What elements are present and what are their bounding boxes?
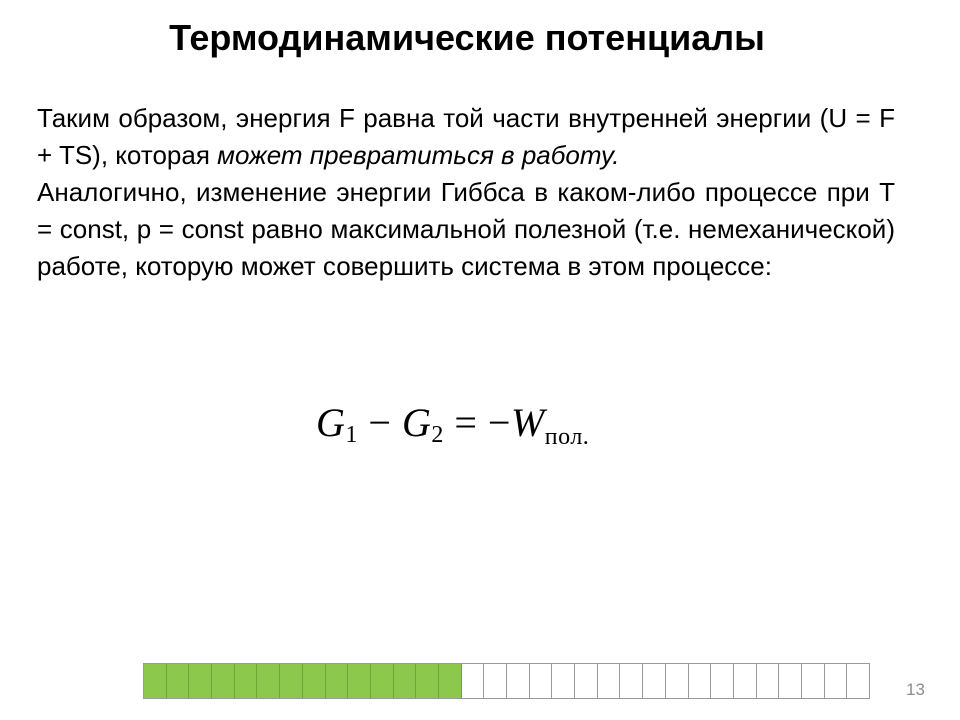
slide-progress-bar	[143, 663, 870, 699]
progress-segment-filled	[257, 664, 280, 698]
formula-g1-sub: 1	[345, 422, 358, 448]
progress-segment-empty	[825, 664, 848, 698]
progress-segment-filled	[371, 664, 394, 698]
formula-w: W	[510, 400, 545, 445]
progress-segment-filled	[416, 664, 439, 698]
progress-segment-empty	[575, 664, 598, 698]
progress-segment-empty	[507, 664, 530, 698]
progress-segment-empty	[666, 664, 689, 698]
formula-minus: −	[357, 400, 402, 445]
progress-segment-empty	[734, 664, 757, 698]
progress-segment-empty	[598, 664, 621, 698]
formula-g2: G	[401, 400, 432, 445]
progress-segment-filled	[189, 664, 212, 698]
progress-segment-filled	[348, 664, 371, 698]
progress-segment-empty	[620, 664, 643, 698]
progress-segment-empty	[643, 664, 666, 698]
progress-segment-filled	[280, 664, 303, 698]
progress-segment-filled	[167, 664, 190, 698]
slide-body	[37, 100, 895, 285]
formula-g1: G	[316, 400, 346, 445]
progress-segment-empty	[530, 664, 553, 698]
progress-segment-empty	[757, 664, 780, 698]
progress-segment-filled	[212, 664, 235, 698]
paragraph-helmholtz-text: Таким образом, энергия F равна той части внутренней энергии (U = F + TS), которая	[37, 103, 895, 170]
progress-segment-empty	[802, 664, 825, 698]
gibbs-work-formula	[316, 398, 589, 448]
page-number: 13	[906, 680, 925, 699]
paragraph-gibbs: Аналогично, изменение энергии Гиббса в каком-либо процессе при T = const, p = const равно максимальной полезной (т.е. немеханической) работе, которую может совершить система в этом процессе:	[37, 177, 895, 281]
progress-segment-filled	[394, 664, 417, 698]
progress-segment-filled	[326, 664, 349, 698]
progress-segment-empty	[552, 664, 575, 698]
progress-segment-empty	[847, 664, 869, 698]
progress-segment-empty	[779, 664, 802, 698]
paragraph-helmholtz-italic: может превратиться в работу.	[217, 140, 620, 170]
progress-segment-filled	[144, 664, 167, 698]
formula-g2-sub: 2	[431, 422, 444, 448]
progress-segment-filled	[235, 664, 258, 698]
slide-title: Термодинамические потенциалы	[169, 17, 765, 58]
progress-segment-filled	[303, 664, 326, 698]
paragraph-helmholtz	[37, 100, 895, 174]
progress-segment-empty	[689, 664, 712, 698]
progress-segment-empty	[711, 664, 734, 698]
formula-w-sub: пол.	[544, 424, 590, 450]
progress-segment-empty	[462, 664, 485, 698]
progress-segment-empty	[484, 664, 507, 698]
progress-segment-filled	[439, 664, 462, 698]
formula-equals: = −	[443, 400, 511, 445]
